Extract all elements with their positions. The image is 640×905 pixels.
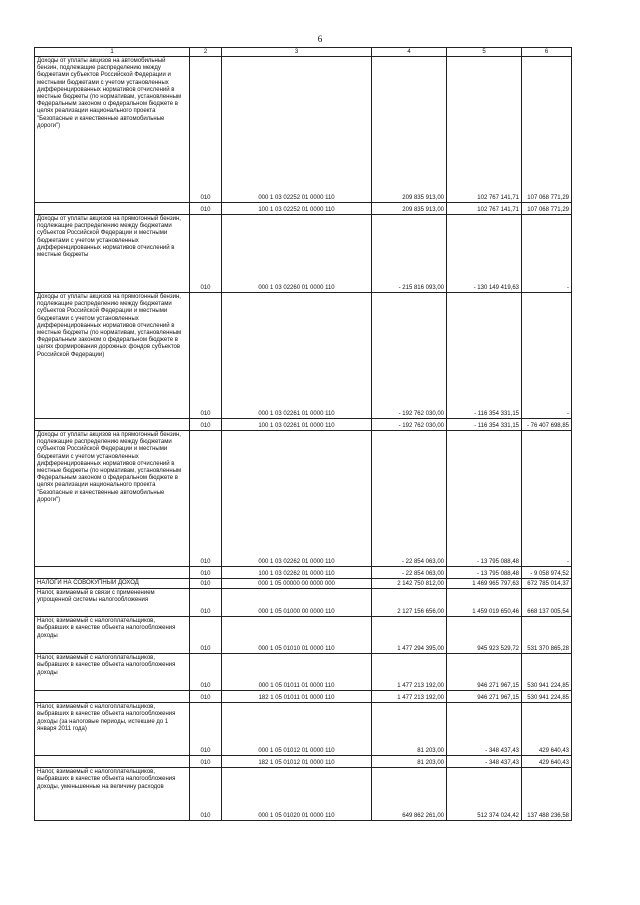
budget-code: 000 1 05 01010 01 0000 110 xyxy=(222,617,372,654)
line-code: 010 xyxy=(190,654,222,691)
line-code: 010 xyxy=(190,579,222,589)
row-name: Доходы от уплаты акцизов на прямогонный бензин, подлежащие распределению между бюджетами субъектов Российской Федерации и местными бюджетами с учетом установленных дифференцированных нормативов отчислений в местные бюджеты xyxy=(35,215,190,293)
table-row xyxy=(35,703,572,756)
table-row xyxy=(35,579,572,589)
budget-code: 000 1 05 01012 01 0000 110 xyxy=(222,703,372,756)
line-code: 010 xyxy=(190,768,222,821)
value-approved: 81 203,00 xyxy=(372,703,447,756)
value-approved: - 215 816 093,00 xyxy=(372,215,447,293)
value-unexecuted: 107 068 771,29 xyxy=(522,57,572,203)
value-unexecuted: 137 488 236,58 xyxy=(522,768,572,821)
value-unexecuted: - xyxy=(522,215,572,293)
header-row xyxy=(35,48,572,57)
row-name: Налог, взимаемый с налогоплательщиков, выбравших в качестве объекта налогообложения доходы xyxy=(35,617,190,654)
budget-revenue-table xyxy=(34,47,572,821)
table-row xyxy=(35,567,572,579)
row-name xyxy=(35,419,190,431)
value-approved: 1 477 294 395,00 xyxy=(372,617,447,654)
value-unexecuted: 668 137 005,54 xyxy=(522,589,572,617)
budget-code: 000 1 05 00000 00 0000 000 xyxy=(222,579,372,589)
table-row xyxy=(35,654,572,691)
value-executed: - 116 354 331,15 xyxy=(447,419,522,431)
value-executed: - 130 149 419,63 xyxy=(447,215,522,293)
table-row xyxy=(35,768,572,821)
value-approved: 81 203,00 xyxy=(372,756,447,768)
value-approved: - 192 762 030,00 xyxy=(372,419,447,431)
table-row xyxy=(35,293,572,419)
budget-code: 000 1 03 02252 01 0000 110 xyxy=(222,57,372,203)
value-unexecuted: 429 640,43 xyxy=(522,756,572,768)
col-header: 6 xyxy=(522,48,572,57)
row-name: НАЛОГИ НА СОВОКУПНЫЙ ДОХОД xyxy=(35,579,190,589)
page-number: 6 xyxy=(317,34,323,44)
table-row xyxy=(35,431,572,567)
budget-code: 100 1 03 02261 01 0000 110 xyxy=(222,419,372,431)
value-executed: - 348 437,43 xyxy=(447,756,522,768)
budget-code: 000 1 03 02261 01 0000 110 xyxy=(222,293,372,419)
col-header: 3 xyxy=(222,48,372,57)
line-code: 010 xyxy=(190,293,222,419)
row-name: Доходы от уплаты акцизов на автомобильный бензин, подлежащие распределению между бюджетами субъектов Российской Федерации и местными бюджетами с учетом установленных дифференцированных нормативов отчислений в местные бюджеты (по нормативам, установленным Федеральным законом о федеральном бюджете в целях реализации национального проекта "Безопасные и качественные автомобильные дороги") xyxy=(35,57,190,203)
row-name xyxy=(35,203,190,215)
value-unexecuted: 530 941 224,85 xyxy=(522,691,572,703)
value-executed: - 348 437,43 xyxy=(447,703,522,756)
line-code: 010 xyxy=(190,419,222,431)
row-name xyxy=(35,691,190,703)
row-name xyxy=(35,756,190,768)
line-code: 010 xyxy=(190,756,222,768)
table-row xyxy=(35,203,572,215)
line-code: 010 xyxy=(190,431,222,567)
budget-code: 182 1 05 01012 01 0000 110 xyxy=(222,756,372,768)
table-row xyxy=(35,589,572,617)
row-name: Доходы от уплаты акцизов на прямогонный бензин, подлежащие распределению между бюджетами субъектов Российской Федерации и местными бюджетами с учетом установленных дифференцированных нормативов отчислений в местные бюджеты (по нормативам, установленным Федеральным законом о федеральном бюджете в целях реализации национального проекта "Безопасные и качественные автомобильные дороги") xyxy=(35,431,190,567)
table-row xyxy=(35,419,572,431)
value-approved: - 22 854 063,00 xyxy=(372,431,447,567)
col-header: 2 xyxy=(190,48,222,57)
table-row xyxy=(35,215,572,293)
value-unexecuted: 531 370 865,28 xyxy=(522,617,572,654)
value-approved: 1 477 213 192,00 xyxy=(372,691,447,703)
value-executed: 512 374 024,42 xyxy=(447,768,522,821)
line-code: 010 xyxy=(190,589,222,617)
table-row xyxy=(35,756,572,768)
value-executed: 946 271 967,15 xyxy=(447,654,522,691)
value-executed: - 13 795 088,48 xyxy=(447,567,522,579)
col-header: 5 xyxy=(447,48,522,57)
budget-code: 000 1 05 01020 01 0000 110 xyxy=(222,768,372,821)
table-row xyxy=(35,617,572,654)
budget-code: 100 1 03 02262 01 0000 110 xyxy=(222,567,372,579)
value-unexecuted: 107 068 771,29 xyxy=(522,203,572,215)
value-unexecuted: 672 785 014,37 xyxy=(522,579,572,589)
value-approved: 209 835 913,00 xyxy=(372,57,447,203)
line-code: 010 xyxy=(190,203,222,215)
value-approved: 209 835 913,00 xyxy=(372,203,447,215)
value-executed: 1 469 965 797,63 xyxy=(447,579,522,589)
value-executed: - 116 354 331,15 xyxy=(447,293,522,419)
value-executed: 1 459 019 650,46 xyxy=(447,589,522,617)
budget-code: 000 1 05 01000 00 0000 110 xyxy=(222,589,372,617)
line-code: 010 xyxy=(190,567,222,579)
row-name: Налог, взимаемый с налогоплательщиков, выбравших в качестве объекта налогообложения доходы, уменьшенные на величину расходов xyxy=(35,768,190,821)
value-approved: 1 477 213 192,00 xyxy=(372,654,447,691)
value-approved: - 192 762 030,00 xyxy=(372,293,447,419)
budget-code: 000 1 05 01011 01 0000 110 xyxy=(222,654,372,691)
col-header: 4 xyxy=(372,48,447,57)
col-header: 1 xyxy=(35,48,190,57)
value-unexecuted: - 9 058 974,52 xyxy=(522,567,572,579)
value-executed: 102 767 141,71 xyxy=(447,203,522,215)
table-row xyxy=(35,57,572,203)
value-unexecuted: 429 640,43 xyxy=(522,703,572,756)
line-code: 010 xyxy=(190,215,222,293)
value-executed: - 13 795 088,48 xyxy=(447,431,522,567)
value-executed: 945 923 529,72 xyxy=(447,617,522,654)
row-name: Налог, взимаемый в связи с применением упрощенной системы налогообложения xyxy=(35,589,190,617)
value-approved: - 22 854 063,00 xyxy=(372,567,447,579)
value-unexecuted: - xyxy=(522,431,572,567)
row-name: Налог, взимаемый с налогоплательщиков, выбравших в качестве объекта налогообложения доходы (за налоговые периоды, истекшие до 1 января 2011 года) xyxy=(35,703,190,756)
budget-code: 000 1 03 02262 01 0000 110 xyxy=(222,431,372,567)
line-code: 010 xyxy=(190,703,222,756)
value-executed: 946 271 967,15 xyxy=(447,691,522,703)
row-name xyxy=(35,567,190,579)
line-code: 010 xyxy=(190,617,222,654)
row-name: Доходы от уплаты акцизов на прямогонный бензин, подлежащие распределению между бюджетами субъектов Российской Федерации и местными бюджетами с учетом установленных дифференцированных нормативов отчислений в местные бюджеты (по нормативам, установленным Федеральным законом о федеральном бюджете в целях формирования дорожных фондов субъектов Российской Федерации) xyxy=(35,293,190,419)
line-code: 010 xyxy=(190,57,222,203)
value-executed: 102 767 141,71 xyxy=(447,57,522,203)
row-name: Налог, взимаемый с налогоплательщиков, выбравших в качестве объекта налогообложения доходы xyxy=(35,654,190,691)
value-approved: 649 862 261,00 xyxy=(372,768,447,821)
budget-code: 000 1 03 02260 01 0000 110 xyxy=(222,215,372,293)
line-code: 010 xyxy=(190,691,222,703)
value-approved: 2 142 750 812,00 xyxy=(372,579,447,589)
budget-code: 100 1 03 02252 01 0000 110 xyxy=(222,203,372,215)
value-approved: 2 127 156 656,00 xyxy=(372,589,447,617)
value-unexecuted: 530 941 224,85 xyxy=(522,654,572,691)
value-unexecuted: - xyxy=(522,293,572,419)
value-unexecuted: - 76 407 698,85 xyxy=(522,419,572,431)
budget-code: 182 1 05 01011 01 0000 110 xyxy=(222,691,372,703)
table-row xyxy=(35,691,572,703)
